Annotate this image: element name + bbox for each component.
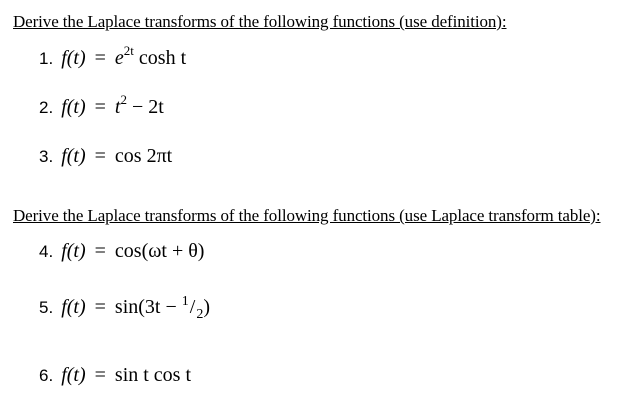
- problem-1: [39, 43, 187, 70]
- rhs-suffix: ): [203, 296, 210, 318]
- function-rhs: cos(ωt + θ): [114, 240, 205, 262]
- section-2-heading: Derive the Laplace transforms of the following functions (use Laplace transform table):: [13, 206, 601, 225]
- rhs-prefix: sin(3t −: [114, 296, 182, 318]
- function-rhs: [114, 92, 164, 119]
- exponent: 2: [120, 92, 127, 107]
- rhs-tail: cosh t: [133, 47, 187, 69]
- function-lhs: f(t): [61, 145, 86, 167]
- equals-sign: =: [94, 364, 106, 386]
- function-lhs: f(t): [61, 47, 86, 69]
- fraction-numerator: 1: [181, 294, 189, 309]
- fraction-denominator: 2: [196, 307, 204, 322]
- problem-number: 2.: [39, 98, 54, 117]
- function-rhs: [114, 43, 187, 70]
- problem-4: [39, 240, 204, 263]
- problem-number: 4.: [39, 242, 54, 261]
- exp-base: e: [114, 47, 124, 69]
- section-1-heading: Derive the Laplace transforms of the following functions (use definition):: [13, 12, 507, 31]
- problem-5: [39, 294, 210, 323]
- equals-sign: =: [94, 47, 106, 69]
- function-lhs: f(t): [61, 240, 86, 262]
- function-lhs: f(t): [61, 96, 86, 118]
- problem-number: 1.: [39, 49, 54, 68]
- problem-number: 5.: [39, 298, 54, 317]
- fraction-slash: /: [189, 296, 196, 318]
- function-lhs: f(t): [61, 296, 86, 318]
- equals-sign: =: [94, 145, 106, 167]
- exponent: 2t: [123, 43, 134, 58]
- equals-sign: =: [94, 240, 106, 262]
- rhs-tail: − 2t: [126, 96, 164, 118]
- exp-base: t: [114, 96, 121, 118]
- problem-number: 6.: [39, 366, 54, 385]
- problem-6: [39, 364, 191, 387]
- problem-3: [39, 145, 172, 168]
- problem-2: [39, 92, 164, 119]
- function-rhs: cos 2πt: [114, 145, 173, 167]
- equals-sign: =: [94, 96, 106, 118]
- function-rhs: sin t cos t: [114, 364, 192, 386]
- problem-number: 3.: [39, 147, 54, 166]
- function-rhs: [115, 294, 210, 323]
- function-lhs: f(t): [61, 364, 86, 386]
- equals-sign: =: [94, 296, 106, 318]
